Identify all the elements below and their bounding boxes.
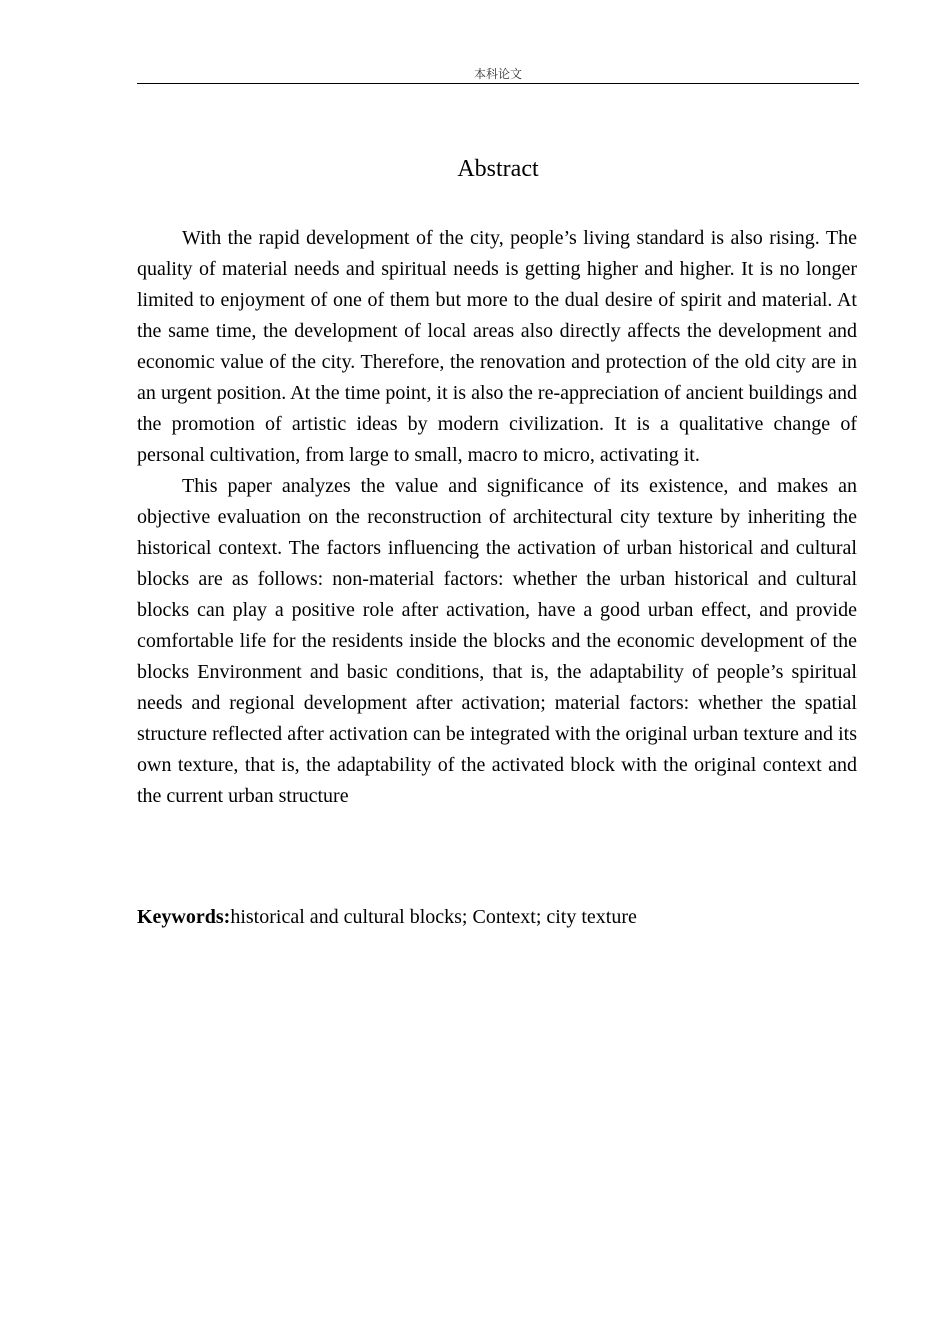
abstract-title: Abstract <box>457 156 539 182</box>
abstract-paragraph: This paper analyzes the value and significance of its existence, and makes an objective evaluation on the reconstruction of architectural city texture by inheriting the historical context. The factors influencing the activation of urban historical and cultural blocks are as follows: non-material factors: whether the urban historical and cultural blocks can play a positive role after activation, have a good urban effect, and provide comfortable life for the residents inside the blocks and the economic development of the blocks Environment and basic conditions, that is, the adaptability of people’s spiritual needs and regional development after activation; material factors: whether the spatial structure reflected after activation can be integrated with the original urban texture and its own texture, that is, the adaptability of the activated block with the original context and the current urban structure <box>137 475 857 807</box>
abstract-body <box>137 223 857 812</box>
keywords-label: Keywords: <box>137 906 231 928</box>
header-rule <box>137 83 859 84</box>
keywords-text: historical and cultural blocks; Context; city texture <box>230 906 637 928</box>
abstract-paragraph: With the rapid development of the city, people’s living standard is also rising. The quality of material needs and spiritual needs is getting higher and higher. It is no longer limited to enjoyment of one of them but more to the dual desire of spirit and material. At the same time, the development of local areas also directly affects the development and economic value of the city. Therefore, the renovation and protection of the old city are in an urgent position. At the time point, it is also the re-appreciation of ancient buildings and the promotion of artistic ideas by modern civilization. It is a qualitative change of personal cultivation, from large to small, macro to micro, activating it. <box>137 227 857 466</box>
running-header: 本科论文 <box>473 67 522 81</box>
keywords-line <box>137 902 857 933</box>
